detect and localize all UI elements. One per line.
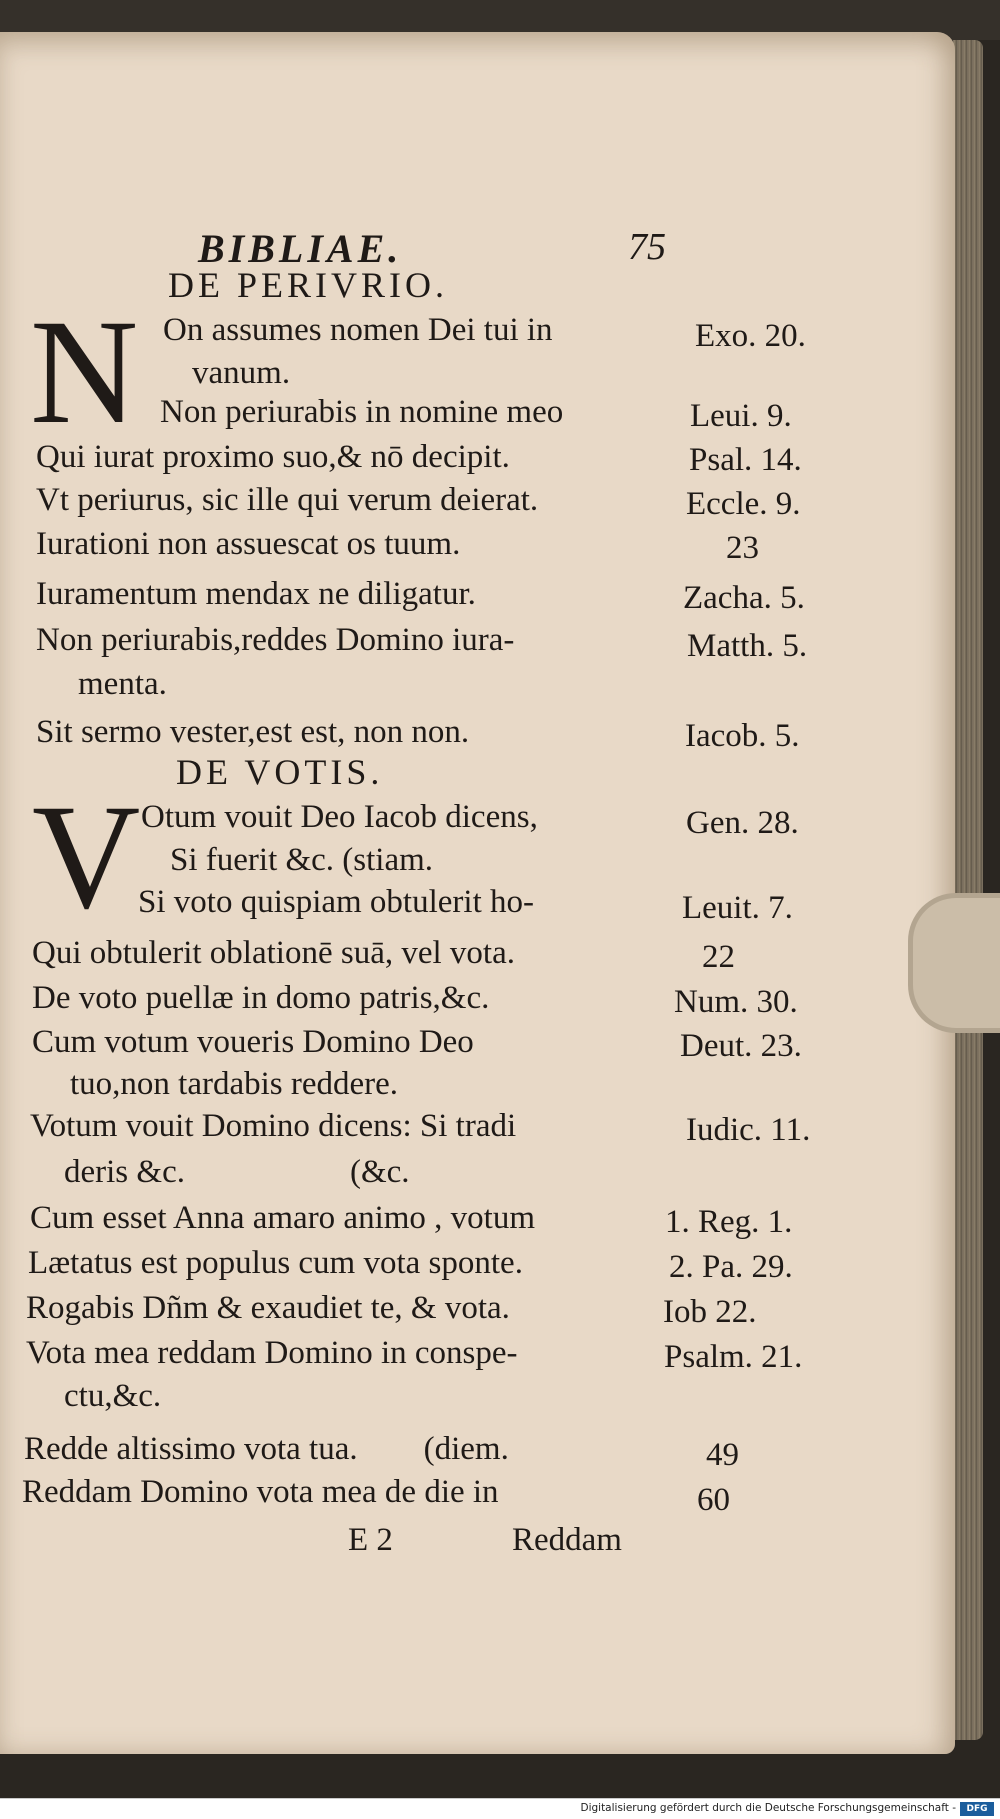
text-line: ctu,&c.: [64, 1378, 162, 1414]
text-line: Rogabis Dñm & exaudiet te, & vota.: [26, 1290, 510, 1326]
reference: Eccle. 9.: [686, 486, 801, 522]
reference: Zacha. 5.: [683, 580, 805, 616]
text-line: Vt periurus, sic ille qui verum deierat.: [36, 482, 539, 518]
initial-letter: V: [32, 774, 141, 940]
reference: Iudic. 11.: [686, 1112, 811, 1148]
reference: Deut. 23.: [680, 1028, 802, 1064]
reference: Psal. 14.: [689, 442, 802, 478]
text-line: Vota mea reddam Domino in conspe-: [26, 1335, 518, 1371]
footer-credit: Digitalisierung gefördert durch die Deutsche Forschungsgemeinschaft -: [580, 1802, 956, 1814]
text-line: Si fuerit &c. (stiam.: [170, 842, 434, 878]
text-line: Sit sermo vester,est est, non non.: [36, 714, 470, 750]
reference: 23: [726, 530, 759, 566]
reference: Num. 30.: [674, 984, 798, 1020]
footer-bar: [0, 1798, 1000, 1819]
text-line: Iurationi non assuescat os tuum.: [36, 526, 461, 562]
text-line: Lætatus est populus cum vota sponte.: [28, 1245, 523, 1281]
page-number: 75: [628, 226, 666, 268]
section-heading: DE PERIVRIO.: [168, 265, 448, 305]
reference: 1. Reg. 1.: [665, 1204, 793, 1240]
section-heading: DE VOTIS.: [176, 752, 384, 792]
text-line: Si voto quispiam obtulerit ho-: [138, 884, 534, 920]
text-line: Votum vouit Domino dicens: Si tradi: [30, 1108, 517, 1144]
text-line: Cum esset Anna amaro animo , votum: [30, 1200, 536, 1236]
text-line: Otum vouit Deo Iacob dicens,: [141, 799, 538, 835]
text-line: Reddam Domino vota mea de die in: [22, 1474, 499, 1510]
text-line: De voto puellæ in domo patris,&c.: [32, 980, 490, 1016]
text-line: menta.: [78, 666, 167, 702]
text-line: Cum votum voueris Domino Deo: [32, 1024, 474, 1060]
reference: 22: [702, 939, 735, 975]
initial-letter: N: [30, 289, 139, 455]
reference: Gen. 28.: [686, 805, 799, 841]
text-line: Qui obtulerit oblationē suā, vel vota.: [32, 935, 515, 971]
text-line: Iuramentum mendax ne diligatur.: [36, 576, 476, 612]
text-line: On assumes nomen Dei tui in: [163, 312, 553, 348]
reference: Iacob. 5.: [685, 718, 800, 754]
text-line: Redde altissimo vota tua. (diem.: [24, 1431, 509, 1467]
text-line: tuo,non tardabis reddere.: [70, 1066, 399, 1102]
reference: Matth. 5.: [687, 628, 808, 664]
running-head: BIBLIAE.: [198, 226, 403, 271]
reference: Psalm. 21.: [664, 1339, 803, 1375]
reference: 49: [706, 1437, 739, 1473]
text-line: Non periurabis in nomine meo: [160, 394, 564, 430]
dfg-logo: DFG: [960, 1802, 994, 1816]
reference: Iob 22.: [663, 1294, 757, 1330]
signature-mark: E 2: [348, 1522, 393, 1558]
reference: 2. Pa. 29.: [669, 1249, 793, 1285]
reference: Leuit. 7.: [682, 890, 793, 926]
reference: Exo. 20.: [695, 318, 806, 354]
book-fore-edge: [953, 40, 983, 1740]
reference: 60: [697, 1482, 730, 1518]
text-line: Qui iurat proximo suo,& nō decipit.: [36, 439, 510, 475]
reference: Leui. 9.: [690, 398, 792, 434]
text-line: Non periurabis,reddes Domino iura-: [36, 622, 515, 658]
catchword: Reddam: [512, 1522, 622, 1558]
text-line: vanum.: [192, 355, 291, 391]
text-line: deris &c. (&c.: [64, 1154, 410, 1190]
